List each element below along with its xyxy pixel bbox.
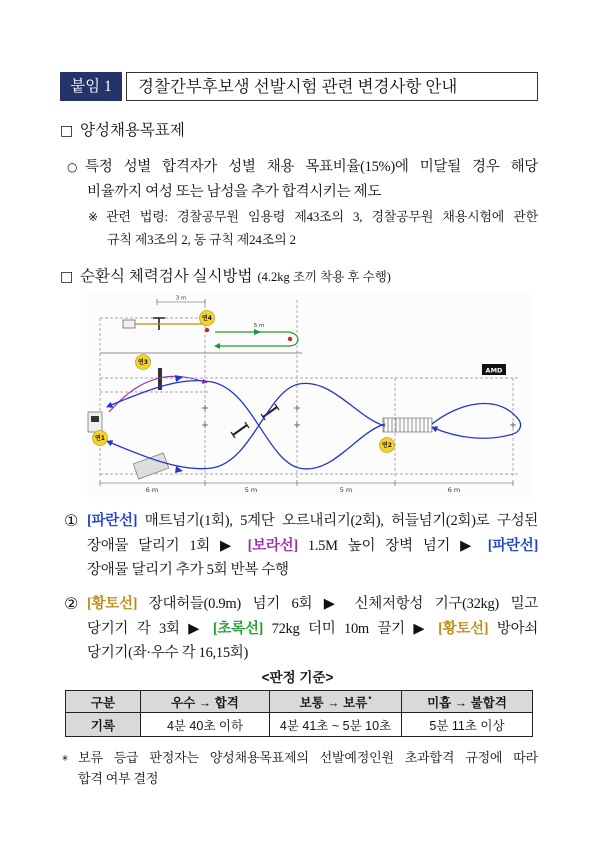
distance-label-top: 3 m bbox=[175, 295, 187, 302]
distance-label-bottom: 6 m bbox=[145, 486, 159, 494]
square-bullet-icon: □ bbox=[60, 123, 74, 139]
station-label: 연4 bbox=[202, 315, 212, 323]
footnote-line: 합격 여부 결정 bbox=[78, 771, 159, 786]
step-number-icon: ② bbox=[64, 594, 79, 613]
step-text: 72kg 더미 10m 끌기 ▶ bbox=[263, 621, 439, 637]
header-cell-category: 구분 bbox=[66, 691, 141, 713]
station-label: 연1 bbox=[95, 435, 105, 443]
route-label-green: [초록선] bbox=[212, 621, 264, 637]
distance-label-green: 5 m bbox=[253, 323, 265, 329]
step-text: 매트넘기(1회), 5계단 오르내리기(2회), 허들넘기(2회)로 구성된 bbox=[137, 513, 538, 529]
step-text: 1.5M 높이 장벽 넘기 ▶ bbox=[297, 538, 488, 554]
criteria-title: <판정 기준> bbox=[261, 670, 334, 685]
law-reference-line: 관련 법령: 경찰공무원 임용령 제43조의 3, 경찰공무원 채용시험에 관한 bbox=[106, 209, 538, 224]
header-cell-normal bbox=[270, 691, 402, 713]
law-reference-line: 규칙 제3조의 2, 동 규칙 제24조의 2 bbox=[107, 232, 296, 247]
attachment-tag-label: 붙임 1 bbox=[70, 78, 112, 95]
route-label-ochre: [황토선] bbox=[438, 621, 489, 637]
quota-desc-line: 비율까지 여성 또는 남성을 추가 합격시키는 제도 bbox=[87, 184, 382, 200]
step-text: 장대허들(0.9m) 넘기 6회 ▶ 신체저항성 기구(32kg) 밀고 bbox=[137, 596, 538, 612]
step-number-icon: ① bbox=[64, 511, 79, 530]
section-heading-fitness bbox=[60, 267, 391, 287]
document-title-box bbox=[126, 72, 538, 101]
distance-label-bottom: 6 m bbox=[447, 486, 461, 494]
trigger-station-box bbox=[123, 320, 135, 328]
route-label-purple: [보라선] bbox=[247, 538, 298, 554]
header-cell-excellent: 우수 → 합격 bbox=[141, 691, 270, 713]
section-heading-text: 순환식 체력검사 실시방법 bbox=[80, 268, 253, 285]
footnote-asterisk: * bbox=[368, 694, 372, 704]
mat-equipment bbox=[383, 418, 432, 432]
header-cell-poor: 미흡 → 불합격 bbox=[402, 691, 533, 713]
step-line bbox=[87, 594, 538, 614]
station-label: 연2 bbox=[382, 442, 392, 450]
table-row bbox=[66, 713, 533, 737]
quota-desc-line: 특정 성별 합격자가 성별 채용 목표비율(15%)에 미달될 경우 해당 bbox=[85, 159, 538, 175]
criteria-table bbox=[65, 690, 533, 737]
header-cell-normal-label: 보통 → 보류 bbox=[299, 695, 368, 710]
table-cell: 4분 40초 이하 bbox=[141, 713, 270, 737]
reference-mark-icon: ※ bbox=[88, 210, 99, 224]
route-label-blue: [파란선] bbox=[87, 513, 138, 529]
step-text: 장애물 달리기 추가 5회 반복 수행 bbox=[87, 562, 289, 578]
attachment-tag bbox=[60, 72, 122, 101]
step-line bbox=[87, 536, 538, 556]
footnote-asterisk-icon: * bbox=[62, 753, 68, 767]
start-station-device bbox=[91, 416, 99, 422]
step-line bbox=[87, 511, 538, 531]
step-line bbox=[87, 643, 248, 663]
section-heading-quota bbox=[60, 121, 185, 141]
step-text: 장애물 달리기 1회 ▶ bbox=[87, 538, 248, 554]
section-heading-note: (4.2kg 조끼 착용 후 수행) bbox=[257, 270, 391, 284]
step-line bbox=[87, 619, 538, 639]
document-title: 경찰간부후보생 선발시험 관련 변경사항 안내 bbox=[138, 77, 458, 96]
table-cell: 5분 11초 이상 bbox=[402, 713, 533, 737]
step-text: 당기기 각 3회 ▶ bbox=[87, 621, 213, 637]
distance-label-bottom: 5 m bbox=[339, 486, 353, 494]
route-label-ochre: [황토선] bbox=[87, 596, 138, 612]
distance-label-bottom: 5 m bbox=[244, 486, 258, 494]
square-bullet-icon: □ bbox=[60, 269, 74, 285]
checkpoint-dot bbox=[205, 328, 209, 332]
station-label: 연3 bbox=[138, 359, 148, 367]
step-text: 방아쇠 bbox=[488, 621, 538, 637]
checkpoint-dot bbox=[288, 337, 292, 341]
section-heading-text: 양성채용목표제 bbox=[80, 122, 185, 139]
table-cell: 4분 41초 ~ 5분 10초 bbox=[270, 713, 402, 737]
equipment-tag-label: AMD bbox=[485, 366, 503, 375]
step-line bbox=[87, 560, 289, 580]
step-text: 당기기(좌·우수 각 16,15회) bbox=[87, 645, 249, 661]
circle-bullet-icon: ○ bbox=[67, 160, 78, 174]
fitness-course-diagram bbox=[87, 292, 530, 497]
footnote-line: 보류 등급 판정자는 양성채용목표제의 선발예정인원 초과합격 규정에 따라 bbox=[78, 750, 538, 765]
row-label-record: 기록 bbox=[66, 713, 141, 737]
table-header-row bbox=[66, 691, 533, 713]
route-label-blue: [파란선] bbox=[487, 538, 538, 554]
